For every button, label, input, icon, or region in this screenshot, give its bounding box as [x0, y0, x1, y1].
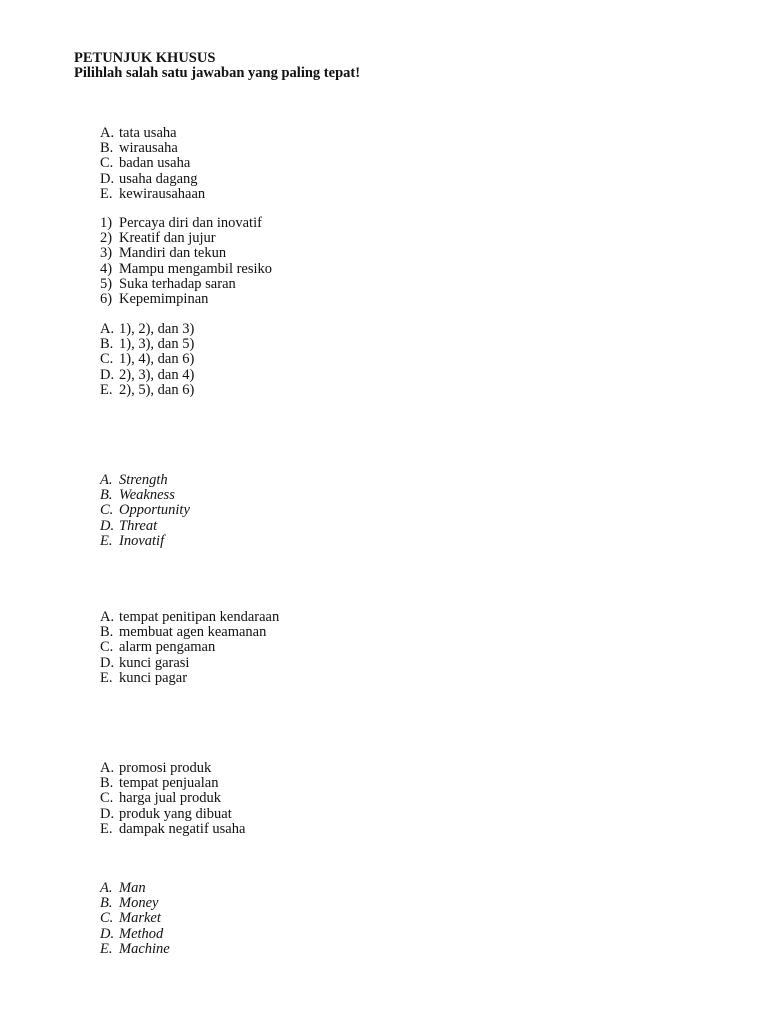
option-b: [100, 896, 170, 911]
statement-marker: 1): [100, 215, 113, 231]
question-4-options: [100, 610, 279, 686]
option-text: usaha dagang: [119, 170, 198, 187]
option-marker: E.: [100, 532, 113, 549]
question-1-options: [100, 126, 205, 202]
option-marker: C.: [100, 639, 114, 656]
option-e: [100, 942, 170, 957]
option-text: 2), 3), dan 4): [119, 366, 195, 383]
question-2-options: [100, 322, 194, 398]
option-text: tempat penjualan: [119, 775, 219, 792]
option-d: [100, 927, 170, 942]
option-marker: C.: [100, 351, 114, 368]
question-5-options: [100, 761, 245, 837]
statement-text: Percaya diri dan inovatif: [119, 215, 262, 231]
option-c: [100, 791, 245, 806]
statement-text: Suka terhadap saran: [119, 275, 236, 292]
option-a: [100, 881, 170, 896]
option-marker: B.: [100, 487, 113, 504]
statement-marker: 6): [100, 291, 113, 308]
option-text: Inovatif: [119, 532, 165, 549]
statement-6: [100, 292, 272, 307]
option-marker: E.: [100, 381, 113, 398]
option-text: 1), 3), dan 5): [119, 336, 195, 353]
option-marker: B.: [100, 895, 113, 912]
option-a: [100, 473, 190, 488]
option-text: membuat agen keamanan: [119, 624, 267, 641]
statement-4: [100, 262, 272, 277]
option-d: [100, 807, 245, 822]
option-d: [100, 172, 205, 187]
option-text: promosi produk: [119, 760, 212, 776]
option-text: dampak negatif usaha: [119, 820, 246, 837]
option-marker: B.: [100, 775, 114, 792]
option-b: [100, 337, 194, 352]
page-title: PETUNJUK KHUSUS: [74, 50, 216, 66]
option-marker: D.: [100, 366, 115, 383]
option-marker: E.: [100, 185, 113, 202]
option-text: 1), 4), dan 6): [119, 351, 195, 368]
option-marker: A.: [100, 472, 113, 488]
question-3-options: [100, 473, 190, 549]
option-text: kewirausahaan: [119, 185, 206, 202]
statement-text: Kreatif dan jujur: [119, 230, 216, 247]
option-a: [100, 610, 279, 625]
option-e: [100, 187, 205, 202]
option-marker: C.: [100, 155, 114, 172]
option-c: [100, 352, 194, 367]
option-text: Machine: [119, 940, 170, 957]
option-text: kunci pagar: [119, 669, 188, 686]
option-e: [100, 534, 190, 549]
instructions-header: [74, 51, 360, 81]
option-text: badan usaha: [119, 155, 191, 172]
option-a: [100, 761, 245, 776]
option-marker: C.: [100, 790, 114, 807]
option-text: Weakness: [119, 487, 175, 504]
option-text: Market: [119, 910, 161, 927]
option-text: harga jual produk: [119, 790, 222, 807]
option-marker: A.: [100, 125, 115, 141]
option-text: 2), 5), dan 6): [119, 381, 195, 398]
option-marker: A.: [100, 609, 115, 625]
option-d: [100, 656, 279, 671]
statement-text: Mandiri dan tekun: [119, 245, 227, 262]
statement-text: Kepemimpinan: [119, 291, 209, 308]
option-marker: C.: [100, 910, 114, 927]
question-2-statements: [100, 216, 272, 307]
option-marker: D.: [100, 805, 115, 822]
option-d: [100, 519, 190, 534]
option-marker: D.: [100, 517, 115, 534]
statement-1: [100, 216, 272, 231]
option-e: [100, 383, 194, 398]
option-b: [100, 141, 205, 156]
option-marker: B.: [100, 336, 114, 353]
option-marker: E.: [100, 940, 113, 957]
option-text: Threat: [119, 517, 158, 534]
option-c: [100, 640, 279, 655]
option-text: Money: [119, 895, 159, 912]
statement-text: Mampu mengambil resiko: [119, 260, 273, 277]
option-b: [100, 776, 245, 791]
statement-3: [100, 246, 272, 261]
statement-marker: 2): [100, 230, 113, 247]
option-e: [100, 671, 279, 686]
option-marker: E.: [100, 669, 113, 686]
option-text: alarm pengaman: [119, 639, 216, 656]
option-marker: A.: [100, 321, 115, 337]
option-marker: D.: [100, 170, 115, 187]
option-text: wirausaha: [119, 140, 178, 157]
option-marker: C.: [100, 502, 114, 519]
option-text: 1), 2), dan 3): [119, 321, 195, 337]
option-marker: D.: [100, 654, 115, 671]
option-a: [100, 126, 205, 141]
option-text: kunci garasi: [119, 654, 190, 671]
statement-marker: 4): [100, 260, 113, 277]
option-c: [100, 156, 205, 171]
option-marker: E.: [100, 820, 113, 837]
option-text: tempat penitipan kendaraan: [119, 609, 280, 625]
option-marker: A.: [100, 880, 113, 896]
statement-marker: 5): [100, 275, 113, 292]
instruction-text: Pilihlah salah satu jawaban yang paling tepat!: [74, 65, 361, 81]
statement-5: [100, 277, 272, 292]
option-text: Opportunity: [119, 502, 190, 519]
option-marker: B.: [100, 624, 114, 641]
statement-2: [100, 231, 272, 246]
option-text: produk yang dibuat: [119, 805, 232, 822]
option-a: [100, 322, 194, 337]
option-marker: D.: [100, 925, 115, 942]
option-text: Strength: [119, 472, 168, 488]
option-text: tata usaha: [119, 125, 177, 141]
option-text: Method: [119, 925, 164, 942]
option-c: [100, 911, 170, 926]
option-b: [100, 488, 190, 503]
option-b: [100, 625, 279, 640]
option-d: [100, 368, 194, 383]
option-c: [100, 503, 190, 518]
question-6-options: [100, 881, 170, 957]
option-marker: B.: [100, 140, 114, 157]
option-e: [100, 822, 245, 837]
option-marker: A.: [100, 760, 115, 776]
statement-marker: 3): [100, 245, 113, 262]
option-text: Man: [119, 880, 146, 896]
